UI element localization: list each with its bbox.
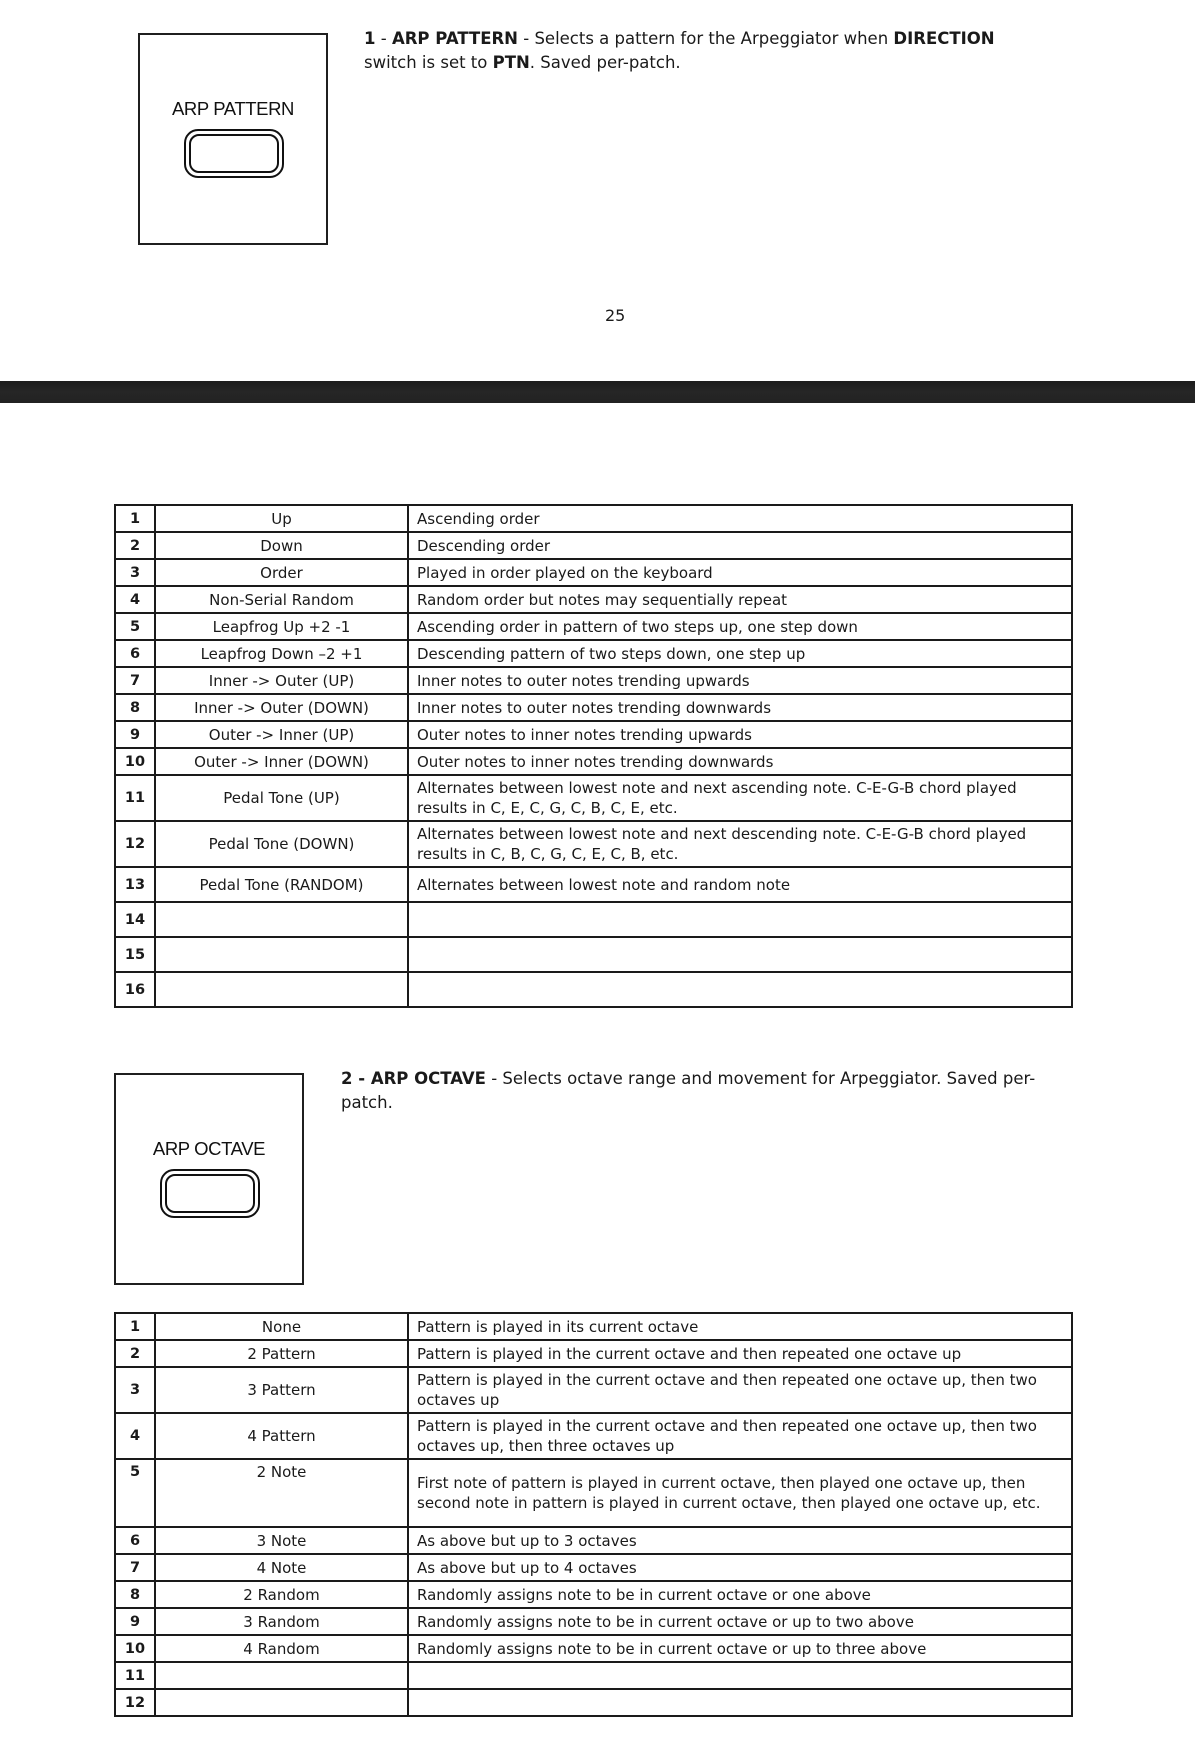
section-title: ARP PATTERN <box>391 29 518 48</box>
row-number: 16 <box>115 972 155 1007</box>
table-row <box>115 721 1072 748</box>
table-row <box>115 972 1072 1007</box>
option-description: Ascending order in pattern of two steps up, one step down <box>408 613 1072 640</box>
option-description: Played in order played on the keyboard <box>408 559 1072 586</box>
table-row <box>115 1313 1072 1340</box>
option-description: Ascending order <box>408 505 1072 532</box>
page-number: 25 <box>605 306 626 325</box>
arp-octave-panel <box>114 1073 304 1285</box>
section-number: 2 <box>341 1069 353 1088</box>
option-description: Random order but notes may sequentially repeat <box>408 586 1072 613</box>
description-text: switch is set to <box>364 53 493 72</box>
option-name: Down <box>155 532 408 559</box>
table-row <box>115 1554 1072 1581</box>
option-name: Outer -> Inner (DOWN) <box>155 748 408 775</box>
option-description: Pattern is played in the current octave and then repeated one octave up, then two octaves up, then three octaves up <box>408 1413 1072 1459</box>
option-description <box>408 937 1072 972</box>
arp-octave-button <box>160 1169 260 1218</box>
arp-pattern-heading <box>364 27 1064 75</box>
table-row <box>115 748 1072 775</box>
table-row <box>115 640 1072 667</box>
row-number: 7 <box>115 1554 155 1581</box>
option-name <box>155 902 408 937</box>
row-number: 15 <box>115 937 155 972</box>
option-name: Leapfrog Down –2 +1 <box>155 640 408 667</box>
row-number: 3 <box>115 559 155 586</box>
arp-pattern-button <box>184 129 284 178</box>
table-row <box>115 821 1072 867</box>
separator: - <box>375 29 392 48</box>
option-name: 4 Random <box>155 1635 408 1662</box>
option-name: 2 Note <box>155 1459 408 1527</box>
option-description: As above but up to 4 octaves <box>408 1554 1072 1581</box>
option-name: Inner -> Outer (UP) <box>155 667 408 694</box>
row-number: 2 <box>115 1340 155 1367</box>
option-name: 3 Pattern <box>155 1367 408 1413</box>
option-description: Outer notes to inner notes trending upwards <box>408 721 1072 748</box>
table-row <box>115 1689 1072 1716</box>
option-name <box>155 972 408 1007</box>
table-row <box>115 532 1072 559</box>
option-description: Alternates between lowest note and next ascending note. C-E-G-B chord played results in C, E, C, G, C, B, C, E, etc. <box>408 775 1072 821</box>
row-number: 8 <box>115 1581 155 1608</box>
table-row <box>115 694 1072 721</box>
table-row <box>115 613 1072 640</box>
option-name: Non-Serial Random <box>155 586 408 613</box>
row-number: 11 <box>115 775 155 821</box>
row-number: 14 <box>115 902 155 937</box>
option-name <box>155 1662 408 1689</box>
table-row <box>115 1635 1072 1662</box>
option-name: 3 Note <box>155 1527 408 1554</box>
option-description: First note of pattern is played in current octave, then played one octave up, then second note in pattern is played in current octave, then played one octave up, etc. <box>408 1459 1072 1527</box>
row-number: 11 <box>115 1662 155 1689</box>
option-name: Order <box>155 559 408 586</box>
option-description: Randomly assigns note to be in current octave or one above <box>408 1581 1072 1608</box>
description-text: - Selects octave range and movement for Arpeggiator. Saved per-patch. <box>341 1069 1036 1112</box>
option-name: None <box>155 1313 408 1340</box>
separator: - <box>352 1069 371 1088</box>
table-row <box>115 937 1072 972</box>
row-number: 12 <box>115 821 155 867</box>
section-number: 1 <box>364 29 376 48</box>
arp-octave-heading <box>341 1067 1071 1115</box>
option-name <box>155 1689 408 1716</box>
option-name: 4 Note <box>155 1554 408 1581</box>
table-row <box>115 902 1072 937</box>
option-description: As above but up to 3 octaves <box>408 1527 1072 1554</box>
arp-pattern-table <box>114 504 1073 1008</box>
table-row <box>115 1340 1072 1367</box>
keyword-ptn: PTN <box>492 53 530 72</box>
row-number: 2 <box>115 532 155 559</box>
row-number: 5 <box>115 1459 155 1527</box>
row-number: 12 <box>115 1689 155 1716</box>
option-description: Randomly assigns note to be in current octave or up to three above <box>408 1635 1072 1662</box>
option-name: Leapfrog Up +2 -1 <box>155 613 408 640</box>
option-description: Randomly assigns note to be in current octave or up to two above <box>408 1608 1072 1635</box>
option-description <box>408 1662 1072 1689</box>
option-name: Up <box>155 505 408 532</box>
table-row <box>115 1662 1072 1689</box>
table-row <box>115 559 1072 586</box>
option-name: Inner -> Outer (DOWN) <box>155 694 408 721</box>
option-name: Pedal Tone (RANDOM) <box>155 867 408 902</box>
row-number: 9 <box>115 1608 155 1635</box>
row-number: 6 <box>115 1527 155 1554</box>
option-description: Outer notes to inner notes trending downwards <box>408 748 1072 775</box>
option-description: Alternates between lowest note and next descending note. C-E-G-B chord played results in C, B, C, G, C, E, C, B, etc. <box>408 821 1072 867</box>
option-name: Outer -> Inner (UP) <box>155 721 408 748</box>
table-row <box>115 1367 1072 1413</box>
row-number: 1 <box>115 505 155 532</box>
arp-octave-table <box>114 1312 1073 1717</box>
keyword-direction: DIRECTION <box>893 29 995 48</box>
table-row <box>115 586 1072 613</box>
option-name: Pedal Tone (DOWN) <box>155 821 408 867</box>
table-row <box>115 1413 1072 1459</box>
option-name: 4 Pattern <box>155 1413 408 1459</box>
option-description: Inner notes to outer notes trending downwards <box>408 694 1072 721</box>
row-number: 8 <box>115 694 155 721</box>
option-name: 2 Pattern <box>155 1340 408 1367</box>
option-description <box>408 902 1072 937</box>
row-number: 9 <box>115 721 155 748</box>
arp-octave-panel-label: ARP OCTAVE <box>152 1138 266 1159</box>
option-name: 2 Random <box>155 1581 408 1608</box>
row-number: 1 <box>115 1313 155 1340</box>
table-row <box>115 1581 1072 1608</box>
option-name: 3 Random <box>155 1608 408 1635</box>
option-description: Descending pattern of two steps down, one step up <box>408 640 1072 667</box>
section-title: ARP OCTAVE <box>370 1069 486 1088</box>
option-description: Inner notes to outer notes trending upwards <box>408 667 1072 694</box>
page-divider <box>0 381 1195 403</box>
option-name <box>155 937 408 972</box>
row-number: 3 <box>115 1367 155 1413</box>
row-number: 7 <box>115 667 155 694</box>
row-number: 5 <box>115 613 155 640</box>
row-number: 6 <box>115 640 155 667</box>
arp-pattern-panel-label: ARP PATTERN <box>171 98 295 119</box>
option-description <box>408 1689 1072 1716</box>
option-description: Pattern is played in the current octave and then repeated one octave up <box>408 1340 1072 1367</box>
row-number: 4 <box>115 1413 155 1459</box>
row-number: 10 <box>115 748 155 775</box>
option-name: Pedal Tone (UP) <box>155 775 408 821</box>
arp-pattern-panel <box>138 33 328 245</box>
table-row <box>115 867 1072 902</box>
description-text: - Selects a pattern for the Arpeggiator when <box>518 29 894 48</box>
option-description: Alternates between lowest note and random note <box>408 867 1072 902</box>
row-number: 10 <box>115 1635 155 1662</box>
table-row <box>115 1527 1072 1554</box>
description-text: . Saved per-patch. <box>529 53 681 72</box>
table-row <box>115 775 1072 821</box>
option-description: Descending order <box>408 532 1072 559</box>
table-row <box>115 667 1072 694</box>
table-row <box>115 1459 1072 1527</box>
option-description: Pattern is played in the current octave and then repeated one octave up, then two octaves up <box>408 1367 1072 1413</box>
row-number: 13 <box>115 867 155 902</box>
option-description <box>408 972 1072 1007</box>
table-row <box>115 1608 1072 1635</box>
option-description: Pattern is played in its current octave <box>408 1313 1072 1340</box>
row-number: 4 <box>115 586 155 613</box>
table-row <box>115 505 1072 532</box>
